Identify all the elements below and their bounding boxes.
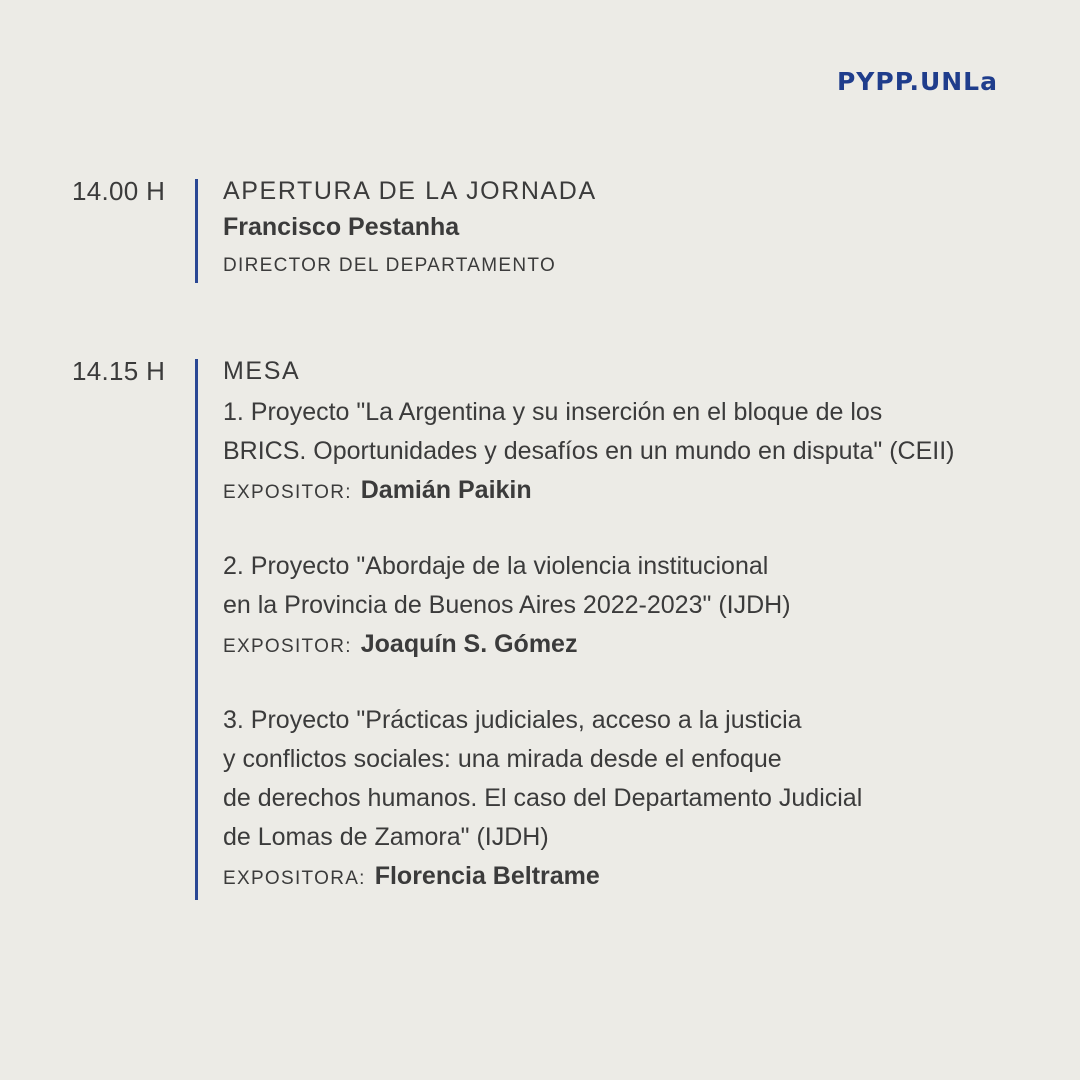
schedule-divider — [195, 179, 198, 283]
schedule-heading: MESA — [223, 357, 301, 385]
project-item — [223, 547, 1020, 664]
project-item — [223, 701, 1020, 896]
schedule-content — [223, 356, 1020, 896]
presenter-label: EXPOSITOR: — [223, 636, 352, 657]
brand-logo: PYPP.UNLa — [836, 67, 998, 96]
project-title-line: 2. Proyecto "Abordaje de la violencia institucional — [223, 552, 769, 580]
project-title-line: y conflictos sociales: una mirada desde el enfoque — [223, 745, 782, 773]
schedule-content — [223, 176, 1020, 278]
presenter-label: EXPOSITOR: — [223, 482, 352, 503]
project-title-line: de Lomas de Zamora" (IJDH) — [223, 823, 549, 851]
schedule-time: 14.15 H — [72, 356, 166, 386]
speaker-name: Francisco Pestanha — [223, 213, 460, 241]
project-title-line: 1. Proyecto "La Argentina y su inserción en el bloque de los — [223, 398, 883, 426]
presenter-name: Joaquín S. Gómez — [360, 630, 578, 658]
project-title-line: BRICS. Oportunidades y desafíos en un mundo en disputa" (CEII) — [223, 437, 955, 465]
presenter-name: Florencia Beltrame — [374, 862, 600, 890]
schedule-time: 14.00 H — [72, 176, 166, 206]
project-presenter — [223, 471, 1020, 510]
project-presenter — [223, 857, 1020, 896]
project-presenter — [223, 625, 1020, 664]
schedule-divider — [195, 359, 198, 900]
project-title-line: 3. Proyecto "Prácticas judiciales, acceso a la justicia — [223, 706, 802, 734]
project-title-line: de derechos humanos. El caso del Departamento Judicial — [223, 784, 863, 812]
project-item — [223, 393, 1020, 510]
project-title-line: en la Provincia de Buenos Aires 2022-2023" (IJDH) — [223, 591, 791, 619]
schedule-heading: APERTURA DE LA JORNADA — [223, 177, 597, 205]
speaker-role: DIRECTOR DEL DEPARTAMENTO — [223, 255, 557, 276]
presenter-name: Damián Paikin — [360, 476, 532, 504]
presenter-label: EXPOSITORA: — [223, 868, 366, 889]
